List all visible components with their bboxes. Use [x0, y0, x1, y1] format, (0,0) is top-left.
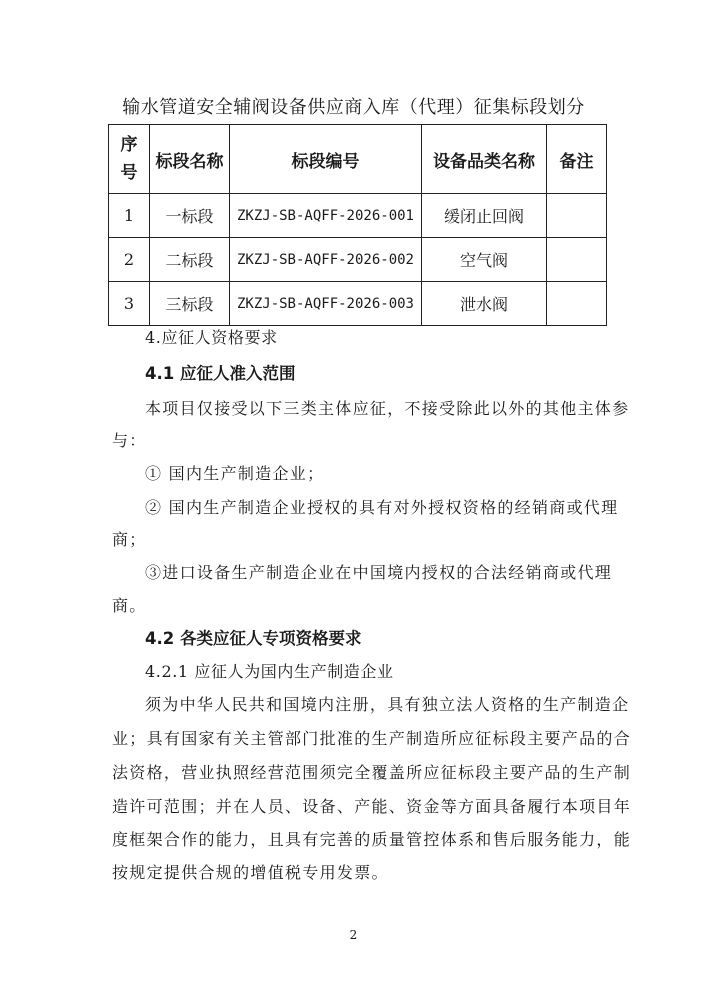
- list-item-continuation: 商；: [112, 530, 147, 549]
- section-4-1-heading: 4.1 应征人准入范围: [145, 364, 296, 383]
- paragraph-line: 度框架合作的能力，且具有完善的质量管控体系和售后服务能力，能: [112, 830, 632, 849]
- header-seq-top: 序: [120, 135, 138, 155]
- cell-equipment-category: 泄水阀: [422, 282, 547, 326]
- cell-equipment-category: 缓闭止回阀: [422, 194, 547, 238]
- cell-remark: [547, 282, 607, 326]
- table-header-row: [109, 125, 607, 194]
- cell-lot-name: 二标段: [150, 238, 230, 282]
- paragraph-line: 业；具有国家有关主管部门批准的生产制造所应征标段主要产品的合: [112, 729, 632, 748]
- cell-seq: 2: [109, 238, 150, 282]
- section-4-2-heading: 4.2 各类应征人专项资格要求: [145, 629, 362, 648]
- paragraph-line: 按规定提供合规的增值税专用发票。: [112, 863, 389, 882]
- list-item-continuation: 商。: [112, 596, 147, 615]
- list-item: ① 国内生产制造企业；: [145, 464, 325, 483]
- header-remark: 备注: [547, 125, 607, 194]
- paragraph-line: 法资格，营业执照经营范围须完全覆盖所应征标段主要产品的生产制: [112, 763, 632, 782]
- paragraph-line: 造许可范围；并在人员、设备、产能、资金等方面具备履行本项目年: [112, 797, 632, 816]
- paragraph-line: 本项目仅接受以下三类主体应征，不接受除此以外的其他主体参: [145, 399, 630, 418]
- paragraph-line: 与：: [112, 431, 147, 450]
- cell-lot-name: 一标段: [150, 194, 230, 238]
- page-number: 2: [349, 928, 358, 942]
- cell-remark: [547, 194, 607, 238]
- header-seq: [109, 125, 150, 194]
- cell-remark: [547, 238, 607, 282]
- subsection-4-2-1-title: 4.2.1 应征人为国内生产制造企业: [145, 662, 394, 681]
- cell-lot-name: 三标段: [150, 282, 230, 326]
- header-lot-code: 标段编号: [230, 125, 422, 194]
- list-item: ② 国内生产制造企业授权的具有对外授权资格的经销商或代理: [145, 498, 619, 517]
- table-caption: 输水管道安全辅阀设备供应商入库（代理）征集标段划分: [122, 97, 585, 118]
- table-row: [109, 282, 607, 326]
- header-seq-bottom: 号: [120, 163, 138, 183]
- cell-seq: 3: [109, 282, 150, 326]
- paragraph-line: 须为中华人民共和国境内注册，具有独立法人资格的生产制造企: [145, 695, 630, 714]
- cell-equipment-category: 空气阀: [422, 238, 547, 282]
- table-row: [109, 238, 607, 282]
- tender-lot-table: [108, 124, 607, 326]
- table-row: [109, 194, 607, 238]
- cell-seq: 1: [109, 194, 150, 238]
- list-item: ③进口设备生产制造企业在中国境内授权的合法经销商或代理: [145, 563, 613, 582]
- section-4-title: 4.应征人资格要求: [145, 328, 278, 347]
- cell-lot-code: ZKZJ-SB-AQFF-2026-003: [230, 282, 422, 326]
- cell-lot-code: ZKZJ-SB-AQFF-2026-002: [230, 238, 422, 282]
- header-lot-name: 标段名称: [150, 125, 230, 194]
- cell-lot-code: ZKZJ-SB-AQFF-2026-001: [230, 194, 422, 238]
- header-equipment-category: 设备品类名称: [422, 125, 547, 194]
